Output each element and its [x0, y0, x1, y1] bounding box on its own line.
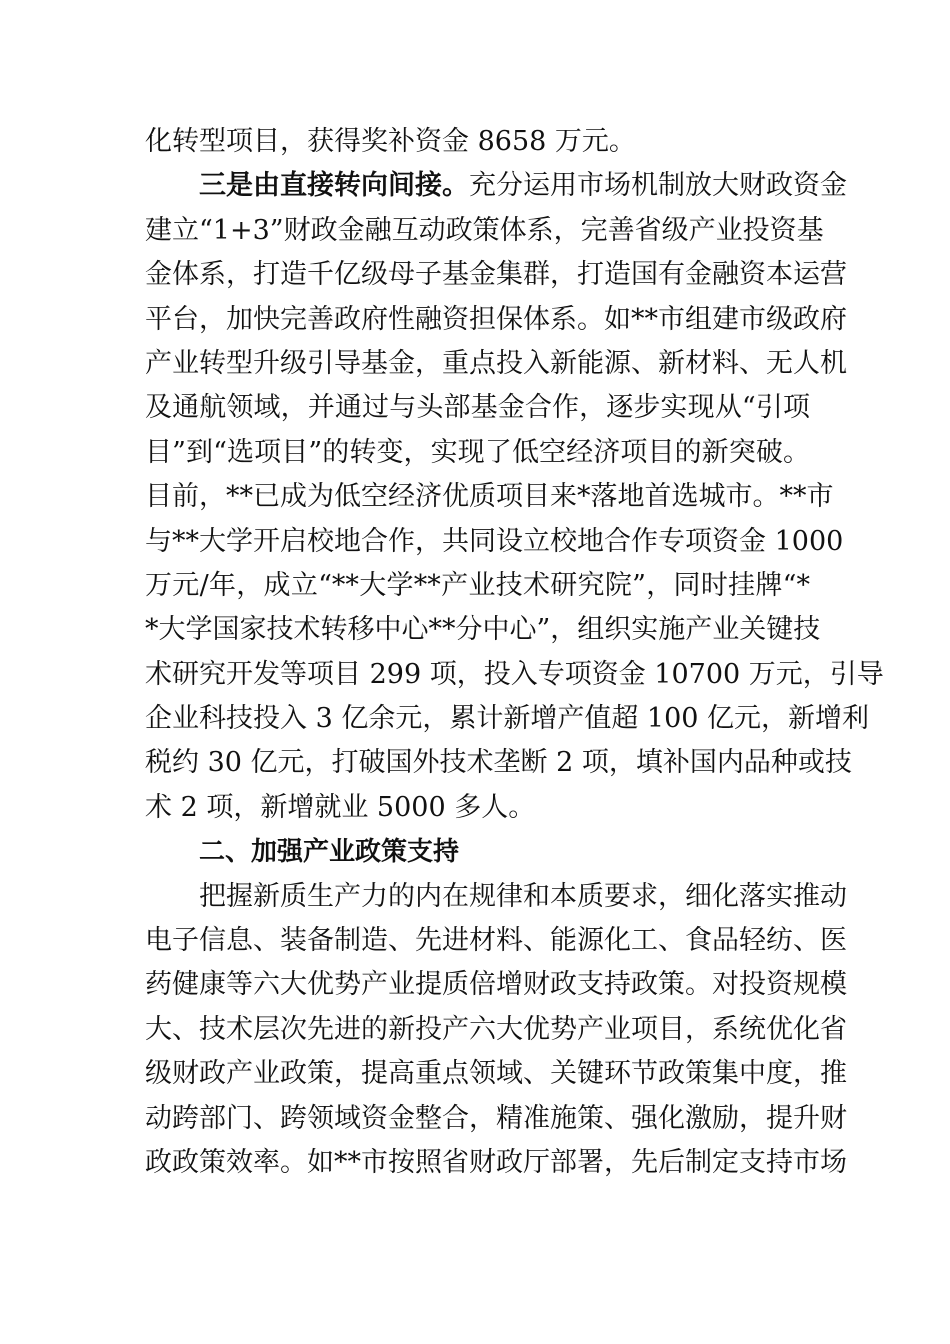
- text-line: 与**大学开启校地合作，共同设立校地合作专项资金 1000: [145, 525, 844, 557]
- text-line: 政政策效率。如**市按照省财政厅部署，先后制定支持市场: [145, 1146, 847, 1178]
- text-line: 目”到“选项目”的转变，实现了低空经济项目的新突破。: [145, 436, 810, 468]
- text-line: 金体系，打造千亿级母子基金集群，打造国有金融资本运营: [145, 259, 847, 291]
- text-line: 产业转型升级引导基金，重点投入新能源、新材料、无人机: [145, 347, 847, 379]
- text-line: 化转型项目，获得奖补资金 8658 万元。: [145, 126, 636, 157]
- text-line: 目前，**已成为低空经济优质项目来*落地首选城市。**市: [145, 481, 834, 513]
- text-line: 大、技术层次先进的新投产六大优势产业项目，系统优化省: [145, 1013, 847, 1045]
- paragraph-lead-line: [145, 164, 847, 208]
- section-heading: 二、加强产业政策支持: [199, 837, 460, 868]
- text-span: 充分运用市场机制放大财政资金: [469, 170, 847, 202]
- text-line: 企业科技投入 3 亿余元，累计新增产值超 100 亿元，新增利: [145, 703, 870, 735]
- text-line: 药健康等六大优势产业提质倍增财政支持政策。对投资规模: [145, 969, 847, 1001]
- text-line: 税约 30 亿元，打破国外技术垄断 2 项，填补国内品种或技: [145, 747, 852, 779]
- paragraph-lead: 三是由直接转向间接。: [199, 170, 469, 202]
- text-line: 电子信息、装备制造、先进材料、能源化工、食品轻纺、医: [145, 925, 847, 957]
- text-line: 建立“1+3”财政金融互动政策体系，完善省级产业投资基: [145, 214, 824, 246]
- text-line: 把握新质生产力的内在规律和本质要求，细化落实推动: [199, 880, 847, 912]
- text-line: 级财政产业政策，提高重点领域、关键环节政策集中度，推: [145, 1058, 847, 1090]
- text-line: 平台，加快完善政府性融资担保体系。如**市组建市级政府: [145, 303, 847, 335]
- text-line: 万元/年，成立“**大学**产业技术研究院”，同时挂牌“*: [145, 569, 810, 601]
- text-line: 动跨部门、跨领域资金整合，精准施策、强化激励，提升财: [145, 1102, 847, 1134]
- text-line: 术 2 项，新增就业 5000 多人。: [145, 791, 536, 823]
- text-line: *大学国家技术转移中心**分中心”，组织实施产业关键技: [145, 614, 821, 646]
- text-line: 术研究开发等项目 299 项，投入专项资金 10700 万元，引导: [145, 658, 884, 690]
- body-text: [145, 120, 884, 1185]
- text-line: 及通航领域，并通过与头部基金合作，逐步实现从“引项: [145, 392, 810, 424]
